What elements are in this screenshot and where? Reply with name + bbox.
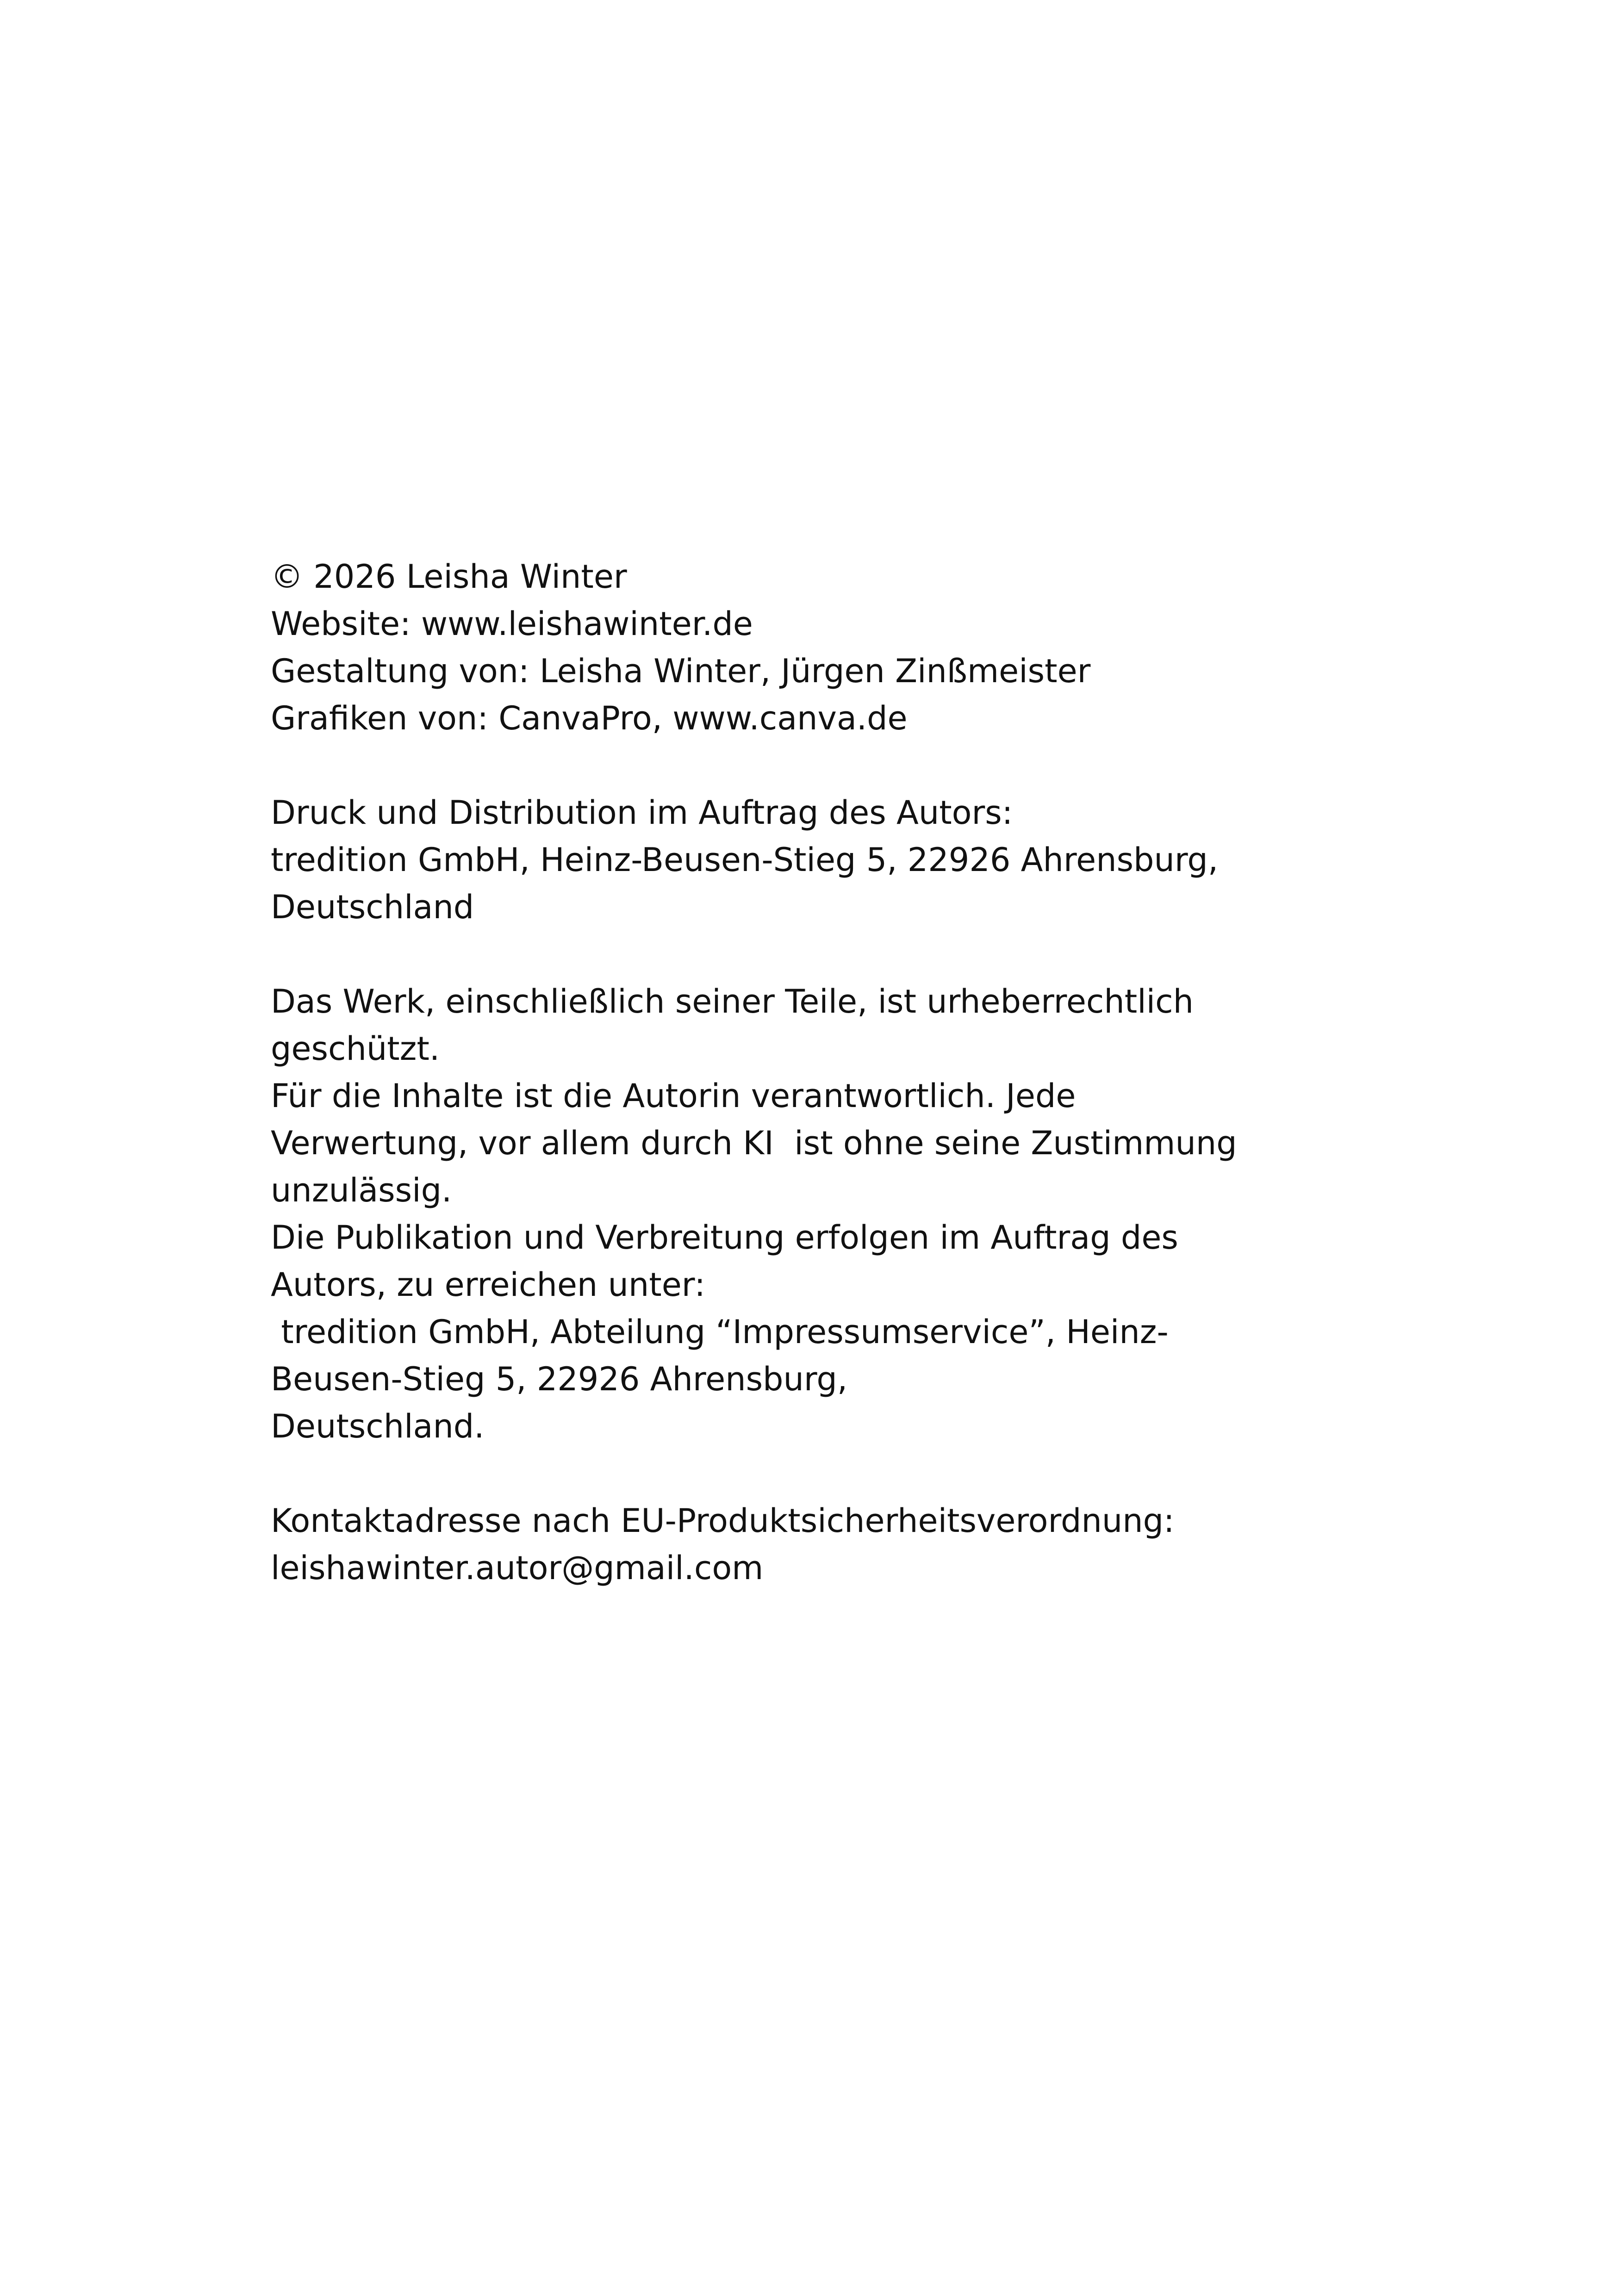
notice-line-1: Das Werk, einschließlich seiner Teile, ist urheberrechtlich	[271, 983, 1194, 1020]
publisher-address-line: tredition GmbH, Heinz-Beusen-Stieg 5, 22926 Ahrensburg,	[271, 841, 1219, 879]
paragraph-gap	[271, 1450, 1382, 1497]
notice-line-10: Deutschland.	[271, 1407, 485, 1445]
contact-heading: Kontaktadresse nach EU-Produktsicherheitsverordnung:	[271, 1502, 1175, 1540]
notice-line-4: Verwertung, vor allem durch KI ist ohne seine Zustimmung	[271, 1124, 1237, 1162]
print-distribution-heading: Druck und Distribution im Auftrag des Autors:	[271, 794, 1013, 832]
contact-email: leishawinter.autor@gmail.com	[271, 1549, 764, 1587]
notice-line-7: Autors, zu erreichen unter:	[271, 1266, 705, 1304]
notice-line-2: geschützt.	[271, 1030, 440, 1068]
copyright-block	[271, 553, 1382, 742]
copyright-line: © 2026 Leisha Winter	[271, 558, 627, 596]
website-line: Website: www.leishawinter.de	[271, 605, 753, 643]
paragraph-gap	[271, 742, 1382, 789]
copyright-notice-block	[271, 978, 1382, 1450]
notice-line-8: tredition GmbH, Abteilung “Impressumservice”, Heinz-	[271, 1313, 1169, 1351]
notice-line-9: Beusen-Stieg 5, 22926 Ahrensburg,	[271, 1360, 848, 1398]
notice-line-6: Die Publikation und Verbreitung erfolgen im Auftrag des	[271, 1219, 1178, 1257]
print-distribution-block	[271, 789, 1382, 931]
notice-line-3: Für die Inhalte ist die Autorin verantwortlich. Jede	[271, 1077, 1076, 1115]
graphics-credit-line: Grafiken von: CanvaPro, www.canva.de	[271, 699, 908, 737]
imprint-text	[271, 553, 1382, 1592]
notice-line-5: unzulässig.	[271, 1171, 452, 1209]
paragraph-gap	[271, 931, 1382, 978]
contact-block	[271, 1497, 1382, 1592]
design-credit-line: Gestaltung von: Leisha Winter, Jürgen Zinßmeister	[271, 652, 1091, 690]
publisher-country-line: Deutschland	[271, 888, 474, 926]
